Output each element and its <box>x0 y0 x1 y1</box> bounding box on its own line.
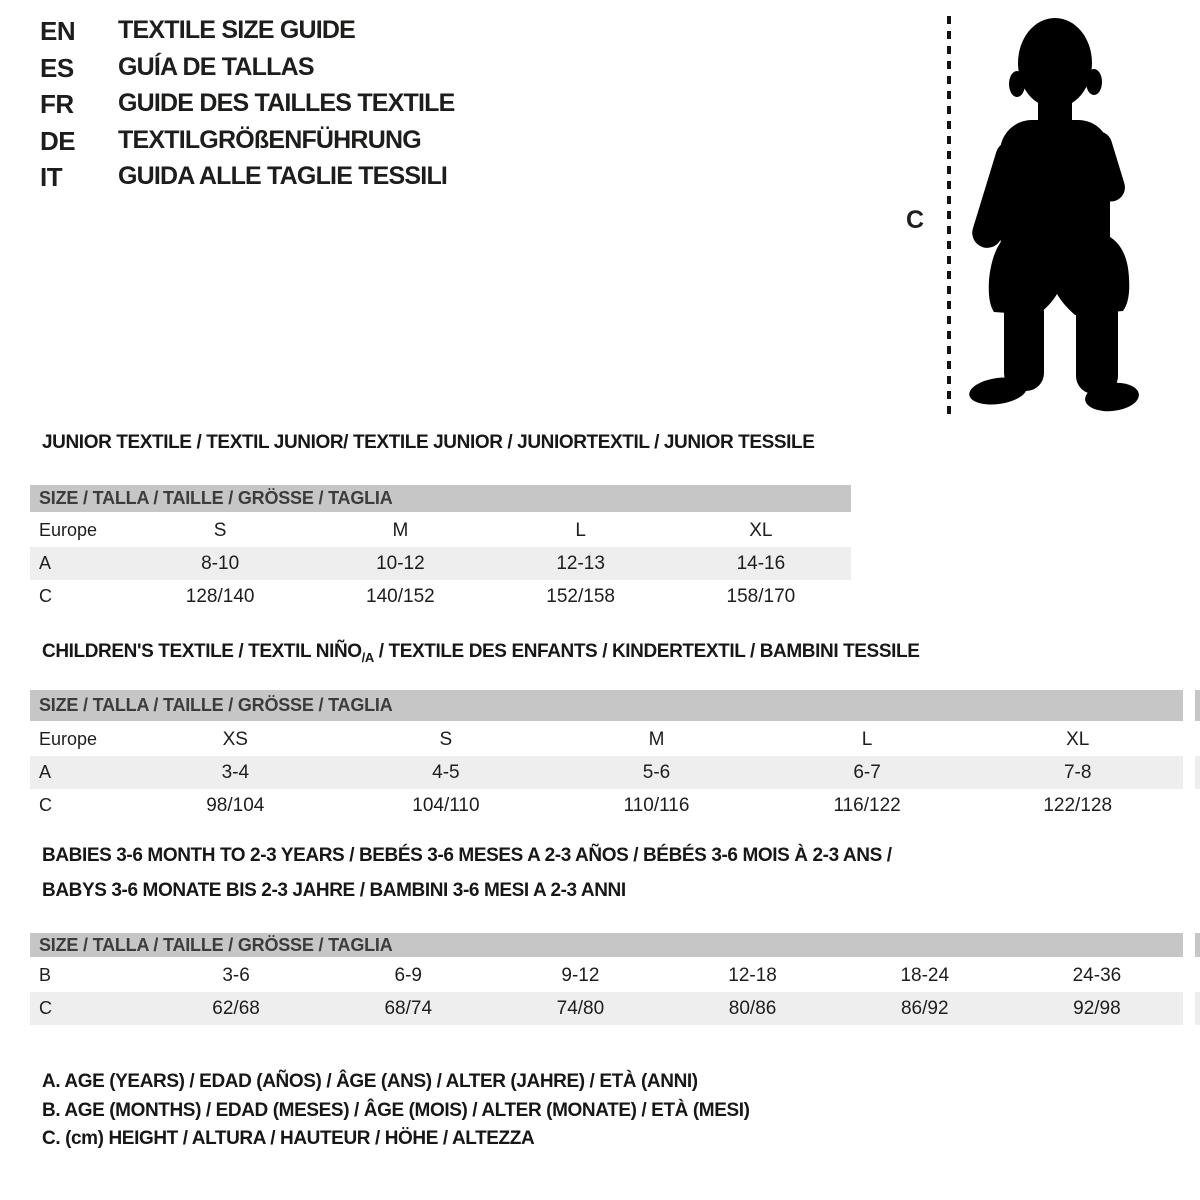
size-cell: 80/86 <box>728 997 777 1019</box>
size-cell: L <box>861 728 873 750</box>
size-cell: XL <box>749 519 773 541</box>
size-cell: 62/68 <box>212 997 260 1019</box>
title-text: CHILDREN'S TEXTILE / TEXTIL NIÑO <box>42 641 362 662</box>
row-label: A <box>39 762 52 782</box>
table-row-height <box>30 789 1183 822</box>
language-row-it <box>40 162 455 199</box>
size-cell: 24-36 <box>1072 964 1122 986</box>
section-title-children <box>42 641 919 665</box>
size-cell: 12-18 <box>728 964 777 986</box>
size-cell: 7-8 <box>1063 761 1092 783</box>
size-cell: 6-7 <box>853 761 881 783</box>
table-header-band: SIZE / TALLA / TAILLE / GRÖSSE / TAGLIA <box>30 485 851 512</box>
row-label: A <box>39 553 52 573</box>
size-cell: 10-12 <box>376 552 425 574</box>
language-code: IT <box>40 162 63 192</box>
table-header-band: SIZE / TALLA / TAILLE / GRÖSSE / TAGLIA <box>30 933 1183 957</box>
size-cell: M <box>392 519 409 541</box>
size-cell: 9-12 <box>561 964 600 986</box>
table-header-band: SIZE / TALLA / TAILLE / GRÖSSE / TAGLIA <box>30 690 1183 721</box>
footnote-b: B. AGE (MONTHS) / EDAD (MESES) / ÂGE (MOIS) / ALTER (MONATE) / ETÀ (MESI) <box>42 1099 750 1121</box>
size-cell: L <box>575 519 586 541</box>
table-edge-sliver <box>1195 756 1200 789</box>
size-cell: 86/92 <box>900 997 949 1019</box>
language-title: GUÍA DE TALLAS <box>118 52 314 81</box>
row-label: Europe <box>39 729 98 749</box>
size-cell: XS <box>222 728 248 750</box>
size-cell: 110/116 <box>623 794 690 816</box>
size-cell: S <box>213 519 227 541</box>
footnote-a: A. AGE (YEARS) / EDAD (AÑOS) / ÂGE (ANS) / ALTER (JAHRE) / ETÀ (ANNI) <box>42 1071 698 1092</box>
table-row-height <box>30 580 851 613</box>
language-title: GUIDA ALLE TAGLIE TESSILI <box>118 162 448 190</box>
size-cell: 158/170 <box>726 585 796 607</box>
size-cell: 98/104 <box>206 794 265 816</box>
language-code: EN <box>40 16 76 46</box>
section-title-babies-line1: BABIES 3-6 MONTH TO 2-3 YEARS / BEBÉS 3-6 MESES A 2-3 AÑOS / BÉBÉS 3-6 MOIS À 2-3 ANS / <box>42 845 892 866</box>
size-cell: 3-6 <box>222 964 250 986</box>
size-cell: 92/98 <box>1073 997 1121 1019</box>
size-cell: 140/152 <box>366 585 435 607</box>
size-cell: M <box>648 728 665 750</box>
row-label: B <box>39 965 52 985</box>
table-edge-sliver <box>1195 992 1200 1025</box>
toddler-silhouette-icon <box>958 16 1150 421</box>
size-cell: 74/80 <box>556 997 605 1019</box>
size-cell: 5-6 <box>642 761 671 783</box>
size-table-children <box>30 690 1183 822</box>
size-cell: 3-4 <box>221 761 250 783</box>
language-header <box>40 16 455 199</box>
size-cell: 18-24 <box>900 964 950 986</box>
language-title: TEXTILGRÖßENFÜHRUNG <box>118 125 421 154</box>
size-cell: 104/110 <box>412 794 480 816</box>
size-cell: 6-9 <box>394 964 422 986</box>
size-cell: 152/158 <box>546 585 615 607</box>
size-cell: 14-16 <box>736 552 786 574</box>
table-row-height <box>30 992 1183 1025</box>
row-label: C <box>39 586 52 606</box>
size-cell: XL <box>1066 728 1090 750</box>
language-row-fr <box>40 89 455 126</box>
table-row-age <box>30 756 1183 789</box>
language-row-es <box>40 53 455 90</box>
table-row-age <box>30 547 851 580</box>
height-dashed-line <box>947 16 951 418</box>
size-cell: 68/74 <box>384 997 433 1019</box>
language-row-en <box>40 16 455 53</box>
size-cell: 4-5 <box>432 761 460 783</box>
row-label: Europe <box>39 520 98 540</box>
table-edge-sliver <box>1195 690 1200 721</box>
size-cell: 12-13 <box>556 552 605 574</box>
size-cell: 122/128 <box>1043 794 1113 816</box>
title-text: / TEXTILE DES ENFANTS / KINDERTEXTIL / BAMBINI TESSILE <box>373 641 920 662</box>
size-cell: S <box>439 728 453 750</box>
size-table-junior <box>30 485 851 613</box>
title-subscript: /A <box>361 649 374 665</box>
footnotes <box>42 1071 750 1157</box>
language-title: TEXTILE SIZE GUIDE <box>118 16 356 44</box>
table-row-age-months <box>30 959 1183 992</box>
size-cell: 116/122 <box>833 794 901 816</box>
height-measure-label: C <box>906 206 925 234</box>
section-title-junior: JUNIOR TEXTILE / TEXTIL JUNIOR/ TEXTILE JUNIOR / JUNIORTEXTIL / JUNIOR TESSILE <box>42 432 815 453</box>
table-edge-sliver <box>1195 933 1200 957</box>
language-title: GUIDE DES TAILLES TEXTILE <box>118 89 455 117</box>
size-table-babies <box>30 933 1183 1025</box>
table-row-europe <box>30 723 1183 756</box>
section-title-babies-line2: BABYS 3-6 MONATE BIS 2-3 JAHRE / BAMBINI 3-6 MESI A 2-3 ANNI <box>42 880 626 901</box>
size-cell: 128/140 <box>185 585 255 607</box>
footnote-c: C. (cm) HEIGHT / ALTURA / HAUTEUR / HÖHE / ALTEZZA <box>42 1128 535 1149</box>
row-label: C <box>39 998 52 1018</box>
language-code: ES <box>40 52 74 83</box>
table-row-europe <box>30 514 851 547</box>
language-code: DE <box>40 125 76 156</box>
row-label: C <box>39 795 52 815</box>
language-row-de <box>40 126 455 163</box>
language-code: FR <box>40 89 74 119</box>
size-cell: 8-10 <box>201 552 240 574</box>
